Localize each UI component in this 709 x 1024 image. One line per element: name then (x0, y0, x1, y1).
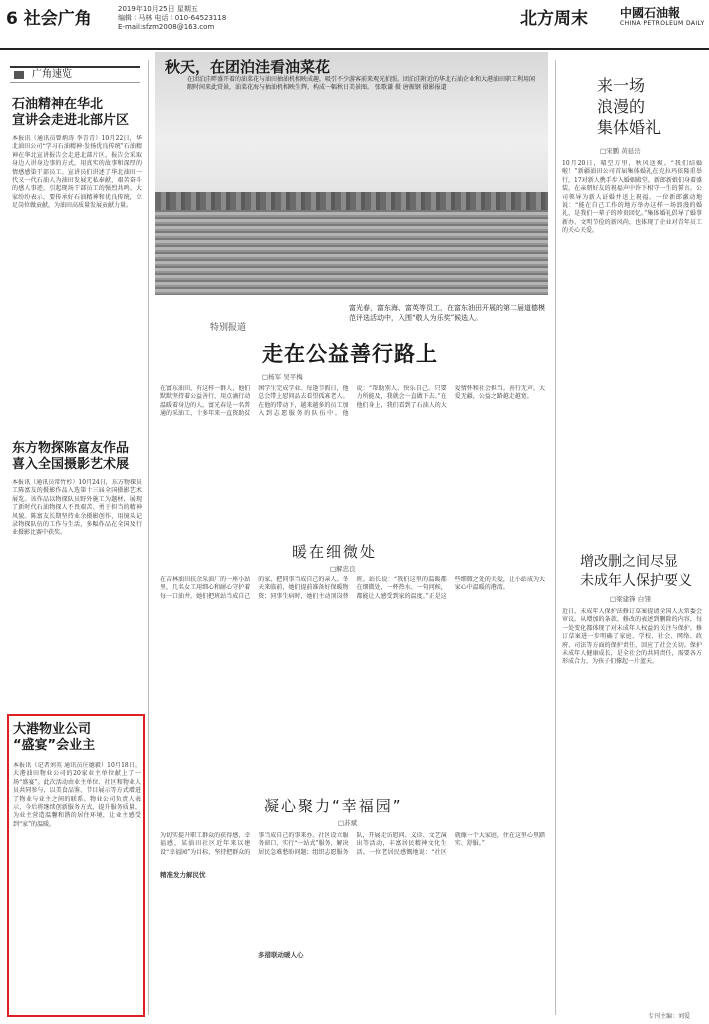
masthead-email: E-mail:sfzm2008@163.com (118, 23, 215, 31)
story2-byline: □解忠良 (330, 565, 356, 573)
feature-byline: □杨军 吴平梅 (262, 373, 303, 381)
masthead-meta (118, 5, 226, 32)
left-story-3 (13, 722, 141, 1014)
column-divider-left (148, 60, 149, 1015)
right-story-1-headline: 来一场 浪漫的 集体婚礼 (597, 76, 662, 137)
page-section-title: 6 社会广角 (6, 9, 92, 29)
right-story-2-byline: □梁建锋 白翎 (610, 595, 651, 603)
feature-body: 在富东油田，有这样一群人，他们默默坚持着公益善行，用点滴行动温暖着身边的人。富光春是一名普通的采油工，十多年来一直资助贫困学生完成学业。每逢节假日，他总会带上慰问品去看望孤寡老人。在他的带动下，越来越多的员工加入到志愿服务的队伍中。他说：“帮助别人，快乐自己。只要力所能及，我就会一直做下去。”在他们身上，我们看到了石油人的大爱情怀和社会担当。善行无声，大爱无疆，公益之路越走越宽。 (160, 385, 545, 418)
story3-headline: 凝心聚力“幸福园” (264, 797, 403, 815)
left-story-1 (12, 97, 142, 425)
feature-headline: 走在公益善行路上 (262, 342, 438, 366)
photo-rapeseed-field (155, 210, 548, 295)
special-report-tag: 特别报道 (210, 323, 247, 333)
section-square-icon (14, 71, 24, 79)
story3-subhead-2: 多措联动暖人心 (258, 951, 304, 959)
page-editor-note: 专刊主编：刘爱 (648, 1013, 691, 1020)
story2-body: 在吉林油田扶余采油厂的一座小站里，几名女工用细心和耐心守护着每一口油井。她们把班站当成自己的家，把同事当成自己的亲人。冬天来临前，她们提前准备好保暖物资；同事生病时，她们主动顶岗替班。站长说：“我们这里的温暖都在细微处，一杯热水、一句问候，都能让人感受到家的温度。”正是这些细微之处的关爱，让小站成为大家心中温暖的港湾。 (160, 576, 545, 600)
right-story-2-headline: 增改删之间尽显 未成年人保护要义 (580, 554, 692, 589)
photo-credit: 张歌谦 摄 唐振钢 摄影报道 (374, 84, 447, 91)
left-story-3-headline: 大港物业公司 “盛宴”会业主 (13, 722, 96, 753)
column-section-label (10, 66, 140, 83)
left-story-1-body: 本报讯（通讯员曾炳涛 李青青）10月22日，华北油田公司“学习石油精神·发扬优良传统”石油精神在华北宣讲报告会走进北部片区。报告会采取身边人讲身边事的方式，用真实的故事和深厚的情感感染干部员工。宣讲员们讲述了华北油田一代又一代石油人为油田发展无私奉献、艰苦奋斗的感人事迹，引起现场干部员工的强烈共鸣。大家纷纷表示，要传承好石油精神和优良传统，立足岗位做贡献，为油田高质量发展贡献力量。 (12, 135, 142, 210)
photo-treeline (155, 192, 548, 212)
right-story-1-body: 10月20日，晴空万里，秋风送爽。“我们结婚啦！”新疆油田公司首届集体婚礼在克拉玛依隆重举行，17对新人携手步入婚姻殿堂。新郎新娘们身着盛装，在亲朋好友的祝福声中许下相守一生的誓言。公司领导为新人证婚并送上祝福。一位新郎激动地说：“能在自己工作的地方举办这样一场浪漫的婚礼，是我们一辈子的珍贵回忆。”集体婚礼倡导了婚事新办、文明节俭的新风尚，也体现了企业对青年员工的关心关爱。 (562, 160, 702, 235)
story3-byline: □苏斌 (338, 819, 358, 827)
photo-caption: 在团泊洼畔盛开着的油菜花与油田抽油机相映成趣，吸引不少游客前来观光拍照。团泊洼附近的华北石油企业和大港油田职工利用闲暇时间来此赏景，油菜花海与抽油机相映生辉，构成一幅秋日美景图。 张歌谦 摄 唐振钢 摄影报道 (187, 76, 536, 91)
weekly-title: 北方周末 (520, 9, 588, 29)
left-story-3-body: 本报讯（记者刘英 通讯员庄德毅）10月18日，大港油田物业公司的20家业主单位献上了一场“盛宴”。此次活动由业主单位、社区和物业人员共同参与，以美食品鉴、节目展示等方式增进了物业与业主之间的联系。物业公司负责人表示，今后将继续创新服务方式，提升服务质量，为业主营造温馨和谐的居住环境，让业主感受到“家”的温暖。 (13, 762, 141, 828)
left-story-2-headline: 东方物探陈富友作品 喜入全国摄影艺术展 (12, 441, 130, 472)
left-story-2 (12, 441, 142, 704)
paper-name: 中國石油報 (620, 6, 681, 20)
left-story-1-headline: 石油精神在华北 宣讲会走进北部片区 (12, 97, 130, 128)
story3-subhead-1: 精准发力解民忧 (160, 871, 206, 879)
photo-title: 秋天，在团泊洼看油菜花 (165, 58, 331, 76)
right-story-1-byline: □宋鹏 黄延岳 (600, 147, 641, 155)
masthead-editor: 编辑 ∶ 马林 电话 ∶ 010-64523118 (118, 14, 227, 22)
column-divider-right (555, 60, 556, 1015)
story2-headline: 暖在细微处 (292, 543, 378, 561)
paper-name-en: CHINA PETROLEUM DAILY (620, 20, 705, 27)
right-story-2-body: 近日，未成年人保护法修订草案提请全国人大常委会审议。从增加的条款、修改的表述到删除的内容，每一处变化都体现了对未成年人权益的关注与保护。修订草案进一步明确了家庭、学校、社会、网络、政府、司法等方面的保护责任，回应了社会关切。保护未成年人健康成长，是全社会的共同责任，需要各方形成合力，为孩子们撑起一片蓝天。 (562, 608, 702, 666)
story3-body: 为切实提升职工群众的获得感、幸福感，某油田社区近年来以建设“幸福园”为目标，坚持把群众的事当成自己的事来办。社区设立服务窗口，实行“一站式”服务，解决居民急难愁盼问题；组织志愿服务队，开展走访慰问、义诊、文艺演出等活动，丰富居民精神文化生活。一位老居民感慨地说：“社区就像一个大家庭，住在这里心里踏实、舒服。” (160, 832, 545, 856)
masthead-date: 2019年10月25日 星期五 (118, 5, 198, 13)
column-section-label-text: 广角速览 (32, 69, 72, 80)
feature-pullquote: 富光春，富东海、富英等员工，在富东油田开展的第二届道德模范评选活动中，入围“敬人为乐奖”候选人。 (349, 304, 545, 322)
left-story-2-body: 本报讯（通讯员常竹杉）10月24日，东方物探员工陈富友的摄影作品入选第十三届全国摄影艺术展览。该作品以物探队员野外施工为题材，展现了新时代石油物探人不畏艰苦、勇于担当的精神风貌。陈富友长期坚持业余摄影创作，用镜头记录物探队伍的工作与生活，多幅作品在全国及行业摄影比赛中获奖。 (12, 479, 142, 537)
feature-photo (155, 52, 548, 295)
masthead (0, 0, 709, 50)
